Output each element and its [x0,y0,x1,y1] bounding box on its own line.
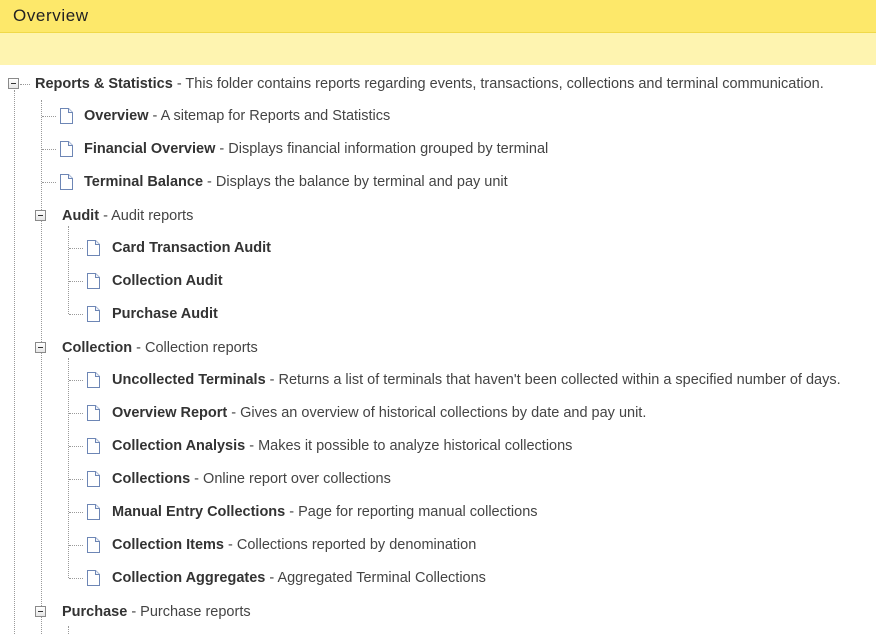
tree-connector [69,248,83,249]
tree-node-collection[interactable] [62,338,258,358]
tree-node-name[interactable]: Overview Report [112,405,228,421]
tree-node-overview-report[interactable] [112,403,646,423]
tree-connector [20,84,30,85]
tree-connector [69,479,83,480]
tree-node-name[interactable]: Collection Items [112,537,224,553]
tree-node-terminal-balance[interactable] [84,172,508,192]
document-icon [59,140,74,158]
collapse-icon[interactable] [35,606,46,617]
document-icon [86,404,101,422]
page-subheader [0,33,876,65]
tree-node-description: - Collections reported by denomination [224,537,477,553]
tree-connector [14,90,15,634]
tree-connector [69,578,83,579]
tree-node-description: - Displays the balance by terminal and pay unit [203,174,508,190]
tree-connector [68,226,69,314]
page-title: Overview [13,6,89,25]
tree-node-name[interactable]: Card Transaction Audit [112,240,271,256]
document-icon [59,173,74,191]
document-icon [86,371,101,389]
tree-connector [69,380,83,381]
tree-connector [69,512,83,513]
tree-node-collection-analysis[interactable] [112,436,572,456]
tree-node-financial-overview[interactable] [84,139,548,159]
tree-node-card-transaction-audit[interactable] [112,238,271,258]
tree-node-description: - Gives an overview of historical collections by date and pay unit. [227,405,647,421]
document-icon [86,503,101,521]
tree-node-name[interactable]: Uncollected Terminals [112,372,266,388]
page-header [0,0,876,33]
tree-node-name[interactable]: Collection Audit [112,273,223,289]
tree-node-description: - A sitemap for Reports and Statistics [148,108,391,124]
tree-node-description: - This folder contains reports regarding events, transactions, collections and terminal communication. [172,76,824,92]
tree-node-name[interactable]: Manual Entry Collections [112,504,286,520]
tree-connector [41,100,42,634]
document-icon [86,272,101,290]
tree-connector [69,545,83,546]
tree-node-description: - Makes it possible to analyze historical collections [245,438,573,454]
tree-node-name[interactable]: Audit [62,208,100,224]
tree-node-collection-audit[interactable] [112,271,223,291]
tree-node-collections[interactable] [112,469,391,489]
tree-node-name[interactable]: Collection Aggregates [112,570,266,586]
tree-node-purchase[interactable] [62,602,251,622]
tree-node-collection-aggregates[interactable] [112,568,486,588]
document-icon [86,470,101,488]
document-icon [59,107,74,125]
collapse-icon[interactable] [8,78,19,89]
tree-node-name[interactable]: Reports & Statistics [35,76,173,92]
tree-node-description: - Collection reports [132,340,258,356]
tree-node-description: - Displays financial information grouped by terminal [215,141,549,157]
tree-node-description: - Returns a list of terminals that haven't been collected within a specified number of days. [265,372,841,388]
collapse-icon[interactable] [35,342,46,353]
tree-connector [42,182,56,183]
tree-node-name[interactable]: Financial Overview [84,141,216,157]
tree-connector [69,281,83,282]
document-icon [86,305,101,323]
tree-node-reports-statistics[interactable] [35,74,824,94]
tree-node-audit[interactable] [62,206,193,226]
tree-node-description: - Online report over collections [190,471,391,487]
document-icon [86,437,101,455]
tree-connector [69,413,83,414]
tree-node-name[interactable]: Collections [112,471,191,487]
document-icon [86,569,101,587]
tree-node-description: - Page for reporting manual collections [285,504,538,520]
tree-node-overview[interactable] [84,106,390,126]
tree-node-description: - Audit reports [99,208,194,224]
tree-node-description: - Aggregated Terminal Collections [265,570,486,586]
tree-connector [69,314,83,315]
tree-node-manual-entry-collections[interactable] [112,502,538,522]
collapse-icon[interactable] [35,210,46,221]
document-icon [86,536,101,554]
tree-node-name[interactable]: Collection [62,340,133,356]
tree-node-name[interactable]: Overview [84,108,149,124]
tree-node-name[interactable]: Collection Analysis [112,438,246,454]
tree-node-name[interactable]: Terminal Balance [84,174,204,190]
tree-node-name[interactable]: Purchase [62,604,128,620]
tree-connector [69,446,83,447]
tree-connector [68,626,69,634]
tree-node-purchase-audit[interactable] [112,304,218,324]
document-icon [86,239,101,257]
tree-node-collection-items[interactable] [112,535,476,555]
tree-connector [42,116,56,117]
tree-node-name[interactable]: Purchase Audit [112,306,218,322]
tree-connector [42,149,56,150]
tree-node-uncollected-terminals[interactable] [112,370,841,390]
tree-node-description: - Purchase reports [127,604,251,620]
